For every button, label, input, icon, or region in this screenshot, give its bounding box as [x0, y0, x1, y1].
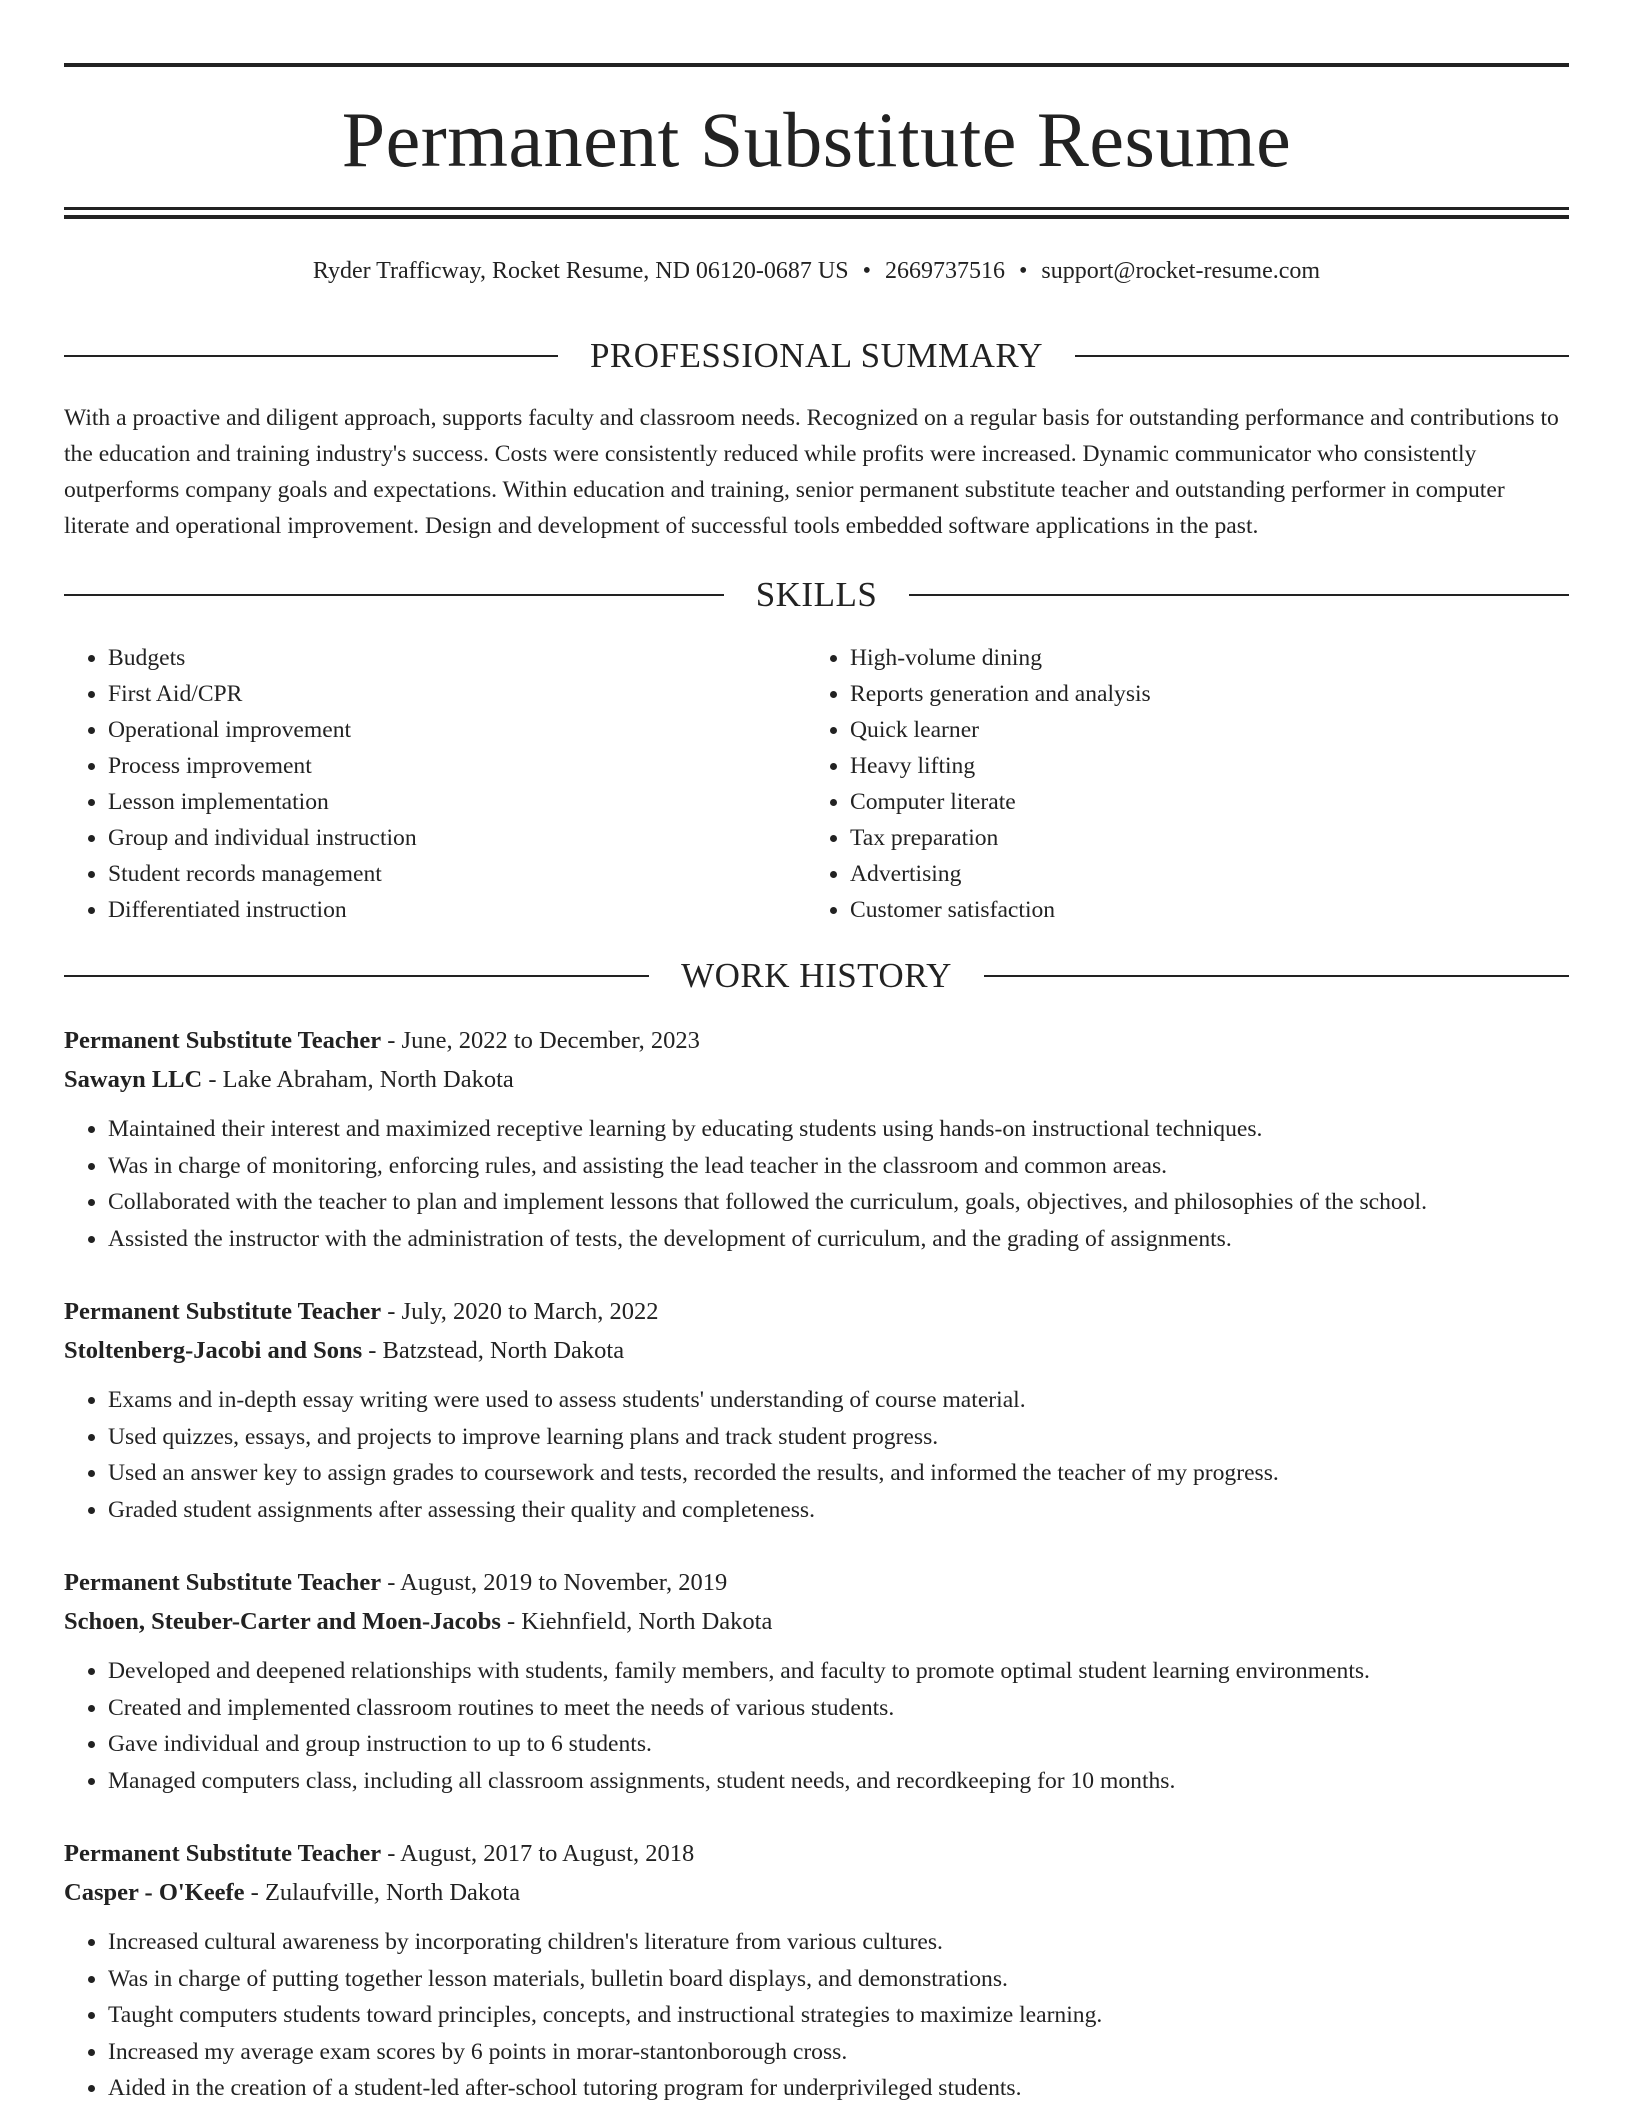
- job-bullet: • Exams and in-depth essay writing were used to assess students' understanding of course material.: [108, 1382, 1569, 1419]
- job-bullet: • Was in charge of putting together lesson materials, bulletin board displays, and demonstrations.: [108, 1961, 1569, 1998]
- job-title: Permanent Substitute Teacher: [64, 1840, 382, 1867]
- contact-email: support@rocket-resume.com: [1041, 258, 1321, 284]
- job-location: - Lake Abraham, North Dakota: [202, 1066, 514, 1093]
- job-dates: - August, 2019 to November, 2019: [381, 1569, 728, 1596]
- skill-item: • Customer satisfaction: [850, 892, 1550, 928]
- skill-item: • Process improvement: [108, 748, 808, 784]
- contact-phone: 2669737516: [884, 258, 1005, 284]
- skill-item: • Computer literate: [850, 784, 1550, 820]
- job-bullet: • Increased cultural awareness by incorporating children's literature from various cultures.: [108, 1924, 1569, 1961]
- job-entry: [64, 1021, 1569, 1257]
- job-dates: - August, 2017 to August, 2018: [381, 1840, 695, 1867]
- heading-rule-right: [909, 594, 1569, 596]
- job-bullet: • Increased my average exam scores by 6 points in morar-stantonborough cross.: [108, 2034, 1569, 2071]
- resume-title: Permanent Substitute Resume: [341, 96, 1292, 183]
- skill-item: • High-volume dining: [850, 640, 1550, 676]
- job-bullet: • Created and implemented classroom routines to meet the needs of various students.: [108, 1690, 1569, 1727]
- skill-item: • Budgets: [108, 640, 808, 676]
- job-title-line: [64, 1021, 1569, 1060]
- job-bullets: [64, 1653, 1569, 1799]
- job-entry: [64, 1834, 1569, 2107]
- job-bullet: • Gave individual and group instruction to up to 6 students.: [108, 1726, 1569, 1763]
- job-company-line: [64, 1602, 1569, 1641]
- skill-item: • Operational improvement: [108, 712, 808, 748]
- job-bullet: • Was in charge of monitoring, enforcing rules, and assisting the lead teacher in the classroom and common areas.: [108, 1148, 1569, 1185]
- job-bullet: • Maintained their interest and maximized receptive learning by educating students using hands-on instructional techniques.: [108, 1111, 1569, 1148]
- title-rule-upper: [64, 207, 1569, 210]
- skills-list: [64, 640, 1569, 928]
- job-bullet: • Aided in the creation of a student-led after-school tutoring program for underprivileged students.: [108, 2070, 1569, 2107]
- contact-address: Ryder Trafficway, Rocket Resume, ND 06120-0687 US: [312, 258, 849, 284]
- job-location: - Batzstead, North Dakota: [362, 1337, 625, 1364]
- top-rule: [64, 63, 1569, 67]
- job-bullets: [64, 1924, 1569, 2107]
- summary-heading-label: PROFESSIONAL SUMMARY: [589, 336, 1044, 375]
- job-location: - Zulaufville, North Dakota: [244, 1879, 521, 1906]
- skills-heading-label: SKILLS: [755, 575, 878, 614]
- heading-rule-left: [64, 975, 649, 977]
- job-title-line: [64, 1834, 1569, 1873]
- job-company: Sawayn LLC: [64, 1066, 203, 1093]
- job-bullets: [64, 1382, 1569, 1528]
- heading-rule-right: [984, 975, 1569, 977]
- skills-heading: [64, 573, 1569, 617]
- skill-item: • Heavy lifting: [850, 748, 1550, 784]
- job-company-line: [64, 1331, 1569, 1370]
- heading-rule-left: [64, 355, 558, 357]
- skill-item: • Advertising: [850, 856, 1550, 892]
- job-bullet: • Managed computers class, including all classroom assignments, student needs, and recordkeeping for 10 months.: [108, 1763, 1569, 1800]
- skills-column-right: [808, 640, 1550, 928]
- job-bullet: • Used quizzes, essays, and projects to improve learning plans and track student progress.: [108, 1419, 1569, 1456]
- job-bullets: [64, 1111, 1569, 1257]
- work-heading: [64, 954, 1569, 998]
- contact-line: [64, 255, 1569, 287]
- heading-rule-right: [1075, 355, 1569, 357]
- job-company: Casper - O'Keefe: [64, 1879, 245, 1906]
- job-company: Stoltenberg-Jacobi and Sons: [64, 1337, 363, 1364]
- summary-text: With a proactive and diligent approach, supports faculty and classroom needs. Recognized on a regular basis for outstanding performance and contributions to the education and training industry's success. Costs were consistently reduced while profits were increased. Dynamic communicator who consistently outperforms company goals and expectations. Within education and training, senior permanent substitute teacher and outstanding performer in computer literate and operational improvement. Design and development of successful tools embedded software applications in the past.: [64, 405, 1559, 539]
- job-company-line: [64, 1060, 1569, 1099]
- contact-separator: •: [862, 258, 871, 284]
- job-company-line: [64, 1873, 1569, 1912]
- skill-item: • Differentiated instruction: [108, 892, 808, 928]
- job-bullet: • Collaborated with the teacher to plan and implement lessons that followed the curriculum, goals, objectives, and philosophies of the school.: [108, 1184, 1569, 1221]
- job-title-line: [64, 1563, 1569, 1602]
- job-title: Permanent Substitute Teacher: [64, 1027, 382, 1054]
- skill-item: • Tax preparation: [850, 820, 1550, 856]
- skills-column-left: [64, 640, 808, 928]
- summary-heading: [64, 334, 1569, 378]
- job-company: Schoen, Steuber-Carter and Moen-Jacobs: [64, 1608, 501, 1635]
- job-bullet: • Taught computers students toward principles, concepts, and instructional strategies to maximize learning.: [108, 1997, 1569, 2034]
- skill-item: • Student records management: [108, 856, 808, 892]
- job-title: Permanent Substitute Teacher: [64, 1569, 382, 1596]
- skill-item: • Quick learner: [850, 712, 1550, 748]
- job-title-line: [64, 1292, 1569, 1331]
- work-heading-label: WORK HISTORY: [681, 956, 952, 995]
- skill-item: • Group and individual instruction: [108, 820, 808, 856]
- job-dates: - June, 2022 to December, 2023: [381, 1027, 700, 1054]
- skill-item: • Reports generation and analysis: [850, 676, 1550, 712]
- job-dates: - July, 2020 to March, 2022: [381, 1298, 659, 1325]
- job-bullet: • Assisted the instructor with the administration of tests, the development of curriculum, and the grading of assignments.: [108, 1221, 1569, 1258]
- job-bullet: • Used an answer key to assign grades to coursework and tests, recorded the results, and informed the teacher of my progress.: [108, 1455, 1569, 1492]
- heading-rule-left: [64, 594, 724, 596]
- contact-separator: •: [1018, 258, 1028, 284]
- job-location: - Kiehnfield, North Dakota: [500, 1608, 773, 1635]
- job-entry: [64, 1563, 1569, 1799]
- skill-item: • Lesson implementation: [108, 784, 808, 820]
- job-bullet: • Graded student assignments after assessing their quality and completeness.: [108, 1492, 1569, 1529]
- job-title: Permanent Substitute Teacher: [64, 1298, 382, 1325]
- title-rule-lower: [64, 215, 1569, 219]
- job-entry: [64, 1292, 1569, 1528]
- skill-item: • First Aid/CPR: [108, 676, 808, 712]
- job-bullet: • Developed and deepened relationships with students, family members, and faculty to promote optimal student learning environments.: [108, 1653, 1569, 1690]
